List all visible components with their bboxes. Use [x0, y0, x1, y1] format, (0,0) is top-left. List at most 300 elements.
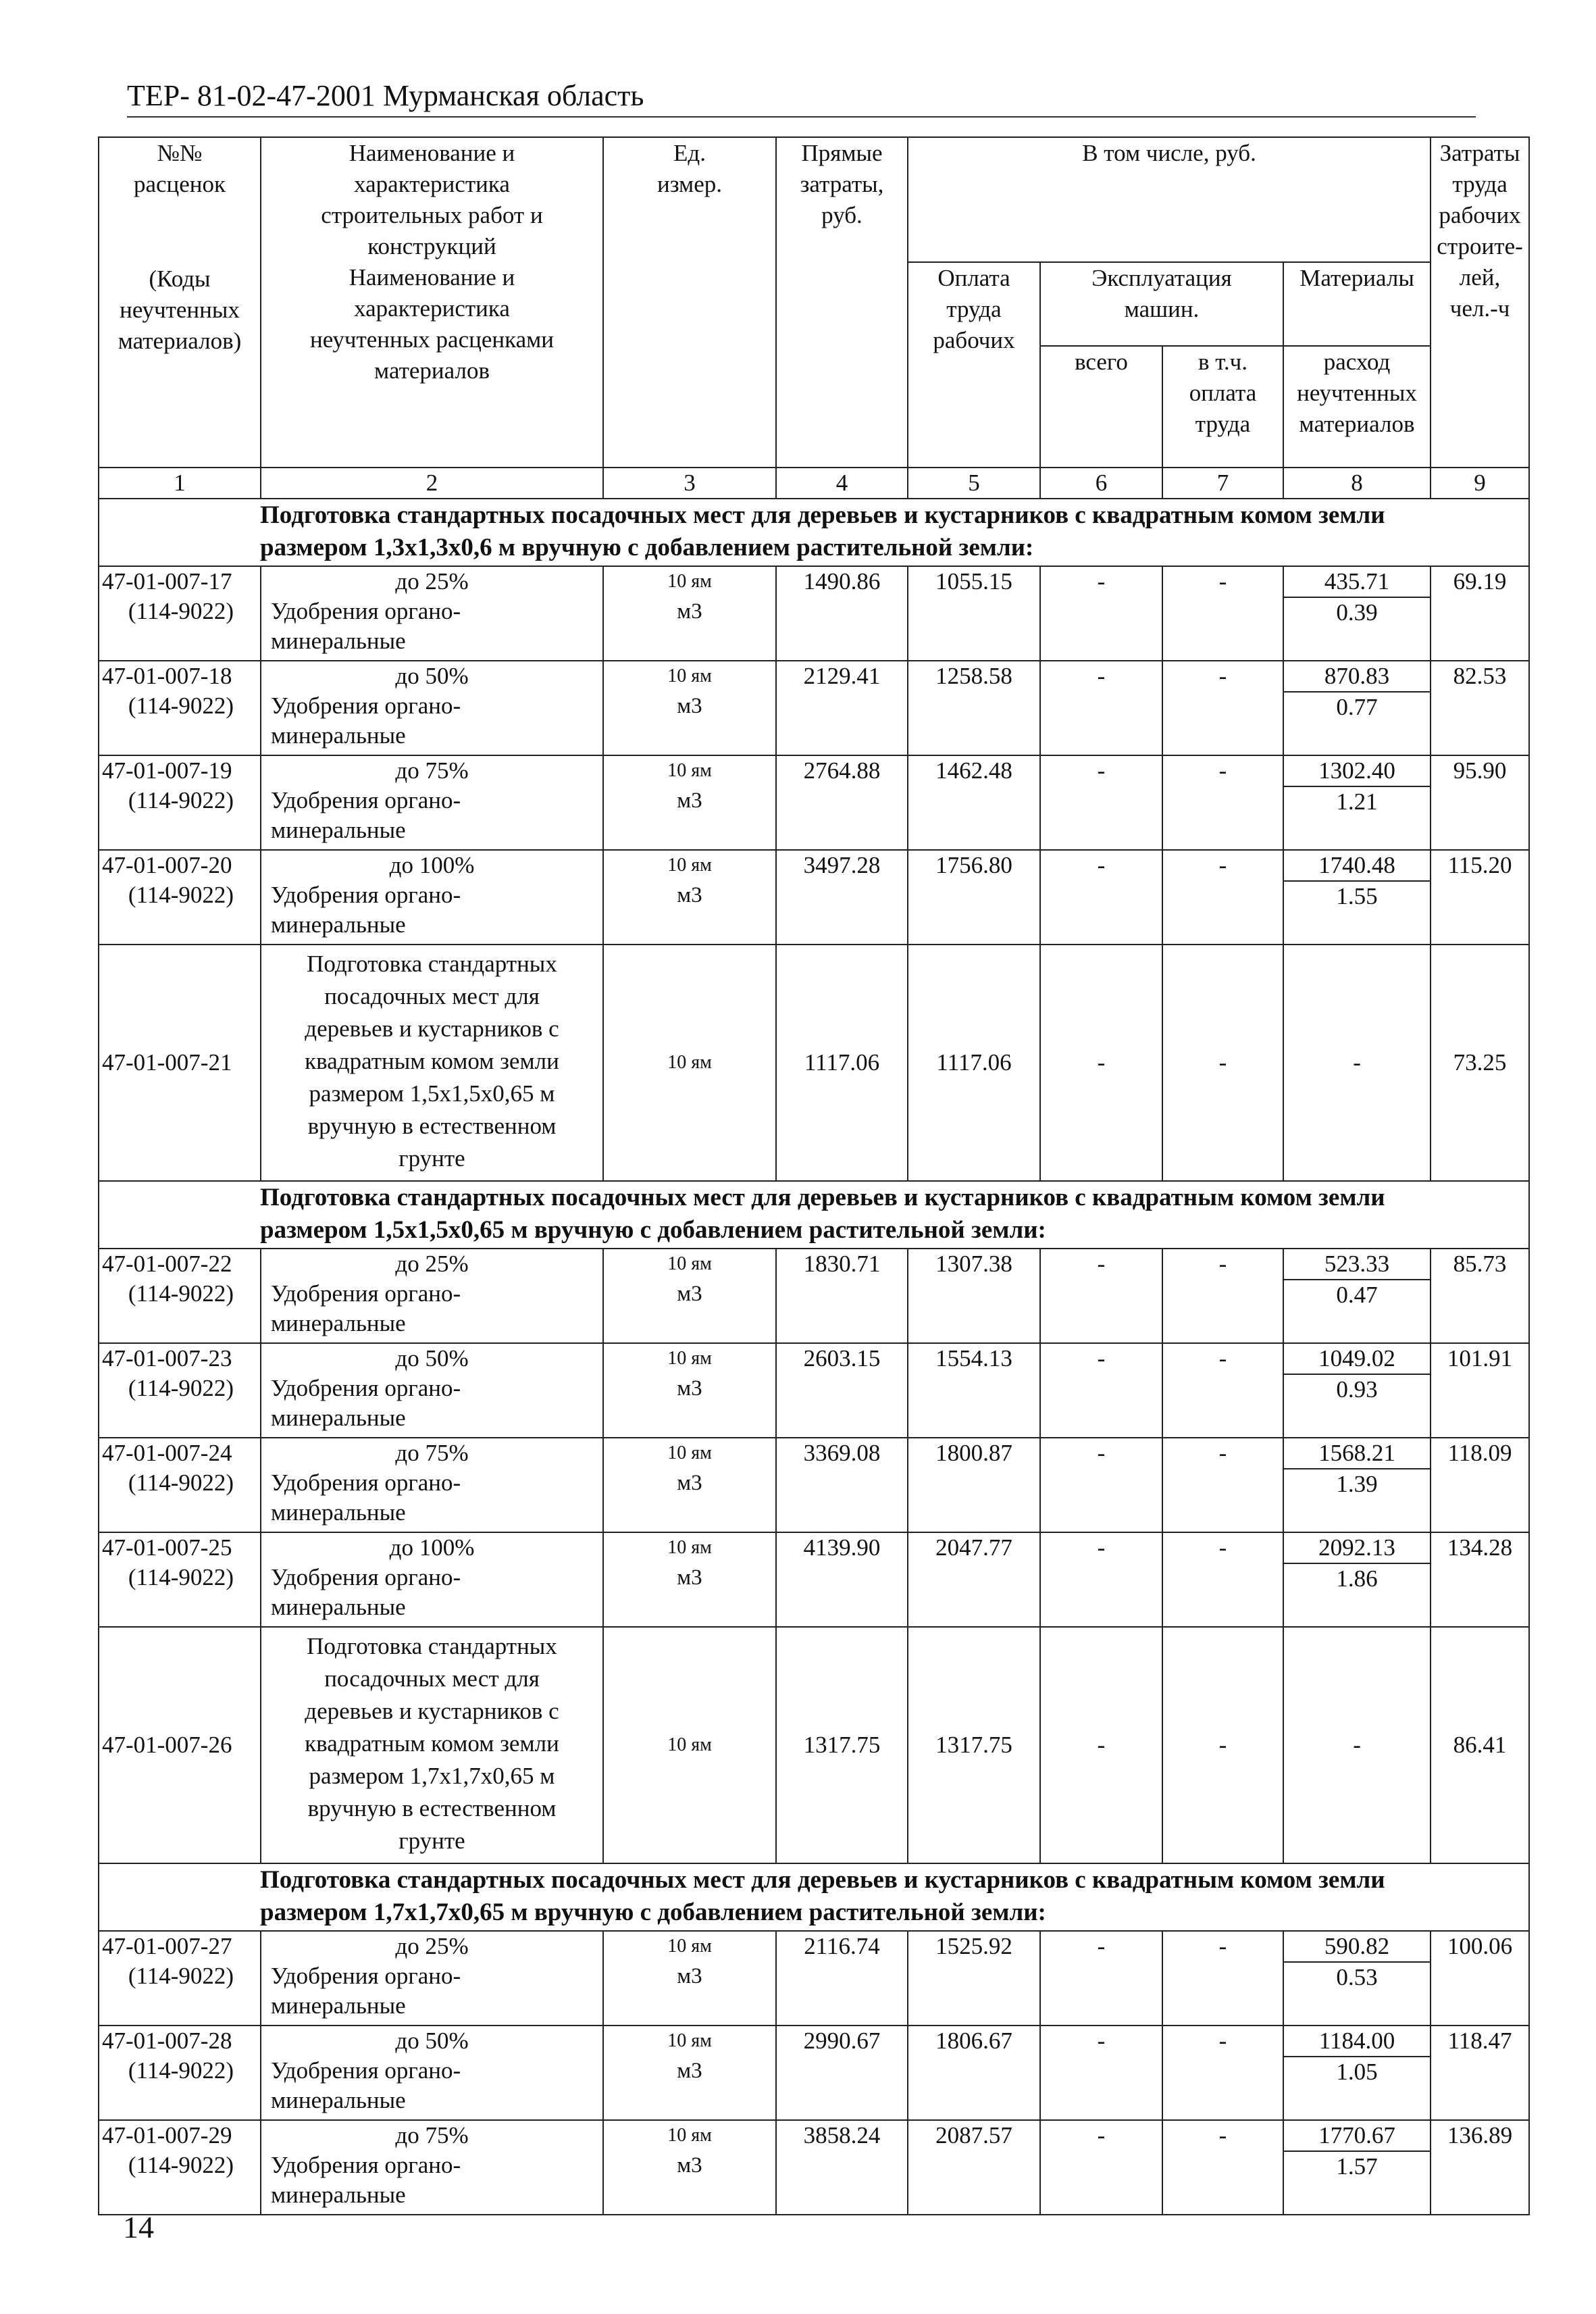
material-name: Удобрения органо- минеральные — [271, 1469, 461, 1526]
labor-cost: 1117.06 — [936, 1049, 1012, 1076]
materials-cost: 2092.13 — [1284, 1533, 1430, 1564]
direct-cost-cell — [776, 850, 908, 945]
column-number: 9 — [1431, 468, 1529, 499]
labor-cost: 1055.15 — [935, 568, 1012, 595]
labor-cost: 1258.58 — [935, 663, 1012, 689]
machine-cost-cell — [1040, 945, 1162, 1181]
col3-unit-header: Ед. измер. — [603, 137, 776, 468]
labor-hours: 82.53 — [1453, 663, 1507, 689]
machine-labor-cell — [1162, 2120, 1283, 2215]
labor-cost: 1307.38 — [935, 1251, 1012, 1277]
labor-hours: 69.19 — [1453, 568, 1507, 595]
column-number: 2 — [261, 468, 603, 499]
col7-machine-labor-header: в т.ч. оплата труда — [1162, 346, 1283, 468]
direct-cost-cell — [776, 1931, 908, 2026]
direct-cost-cell — [776, 2120, 908, 2215]
labor-cost-cell — [908, 945, 1040, 1181]
table-row — [99, 1627, 1529, 1863]
rate-code-cell — [99, 661, 261, 755]
materials-cost: 1302.40 — [1284, 756, 1430, 787]
direct-cost-cell — [776, 1343, 908, 1438]
labor-cost-cell — [908, 1343, 1040, 1438]
column-numbers-row — [99, 468, 1529, 499]
column-number: 4 — [776, 468, 908, 499]
materials-cost: 870.83 — [1284, 661, 1430, 693]
col8-consumption-header: расход неучтенных материалов — [1283, 346, 1431, 468]
direct-cost: 2116.74 — [804, 1933, 880, 1959]
labor-cost-cell — [908, 2120, 1040, 2215]
materials-cell — [1283, 945, 1431, 1181]
rate-code: 47-01-007-20 — [102, 852, 232, 878]
table-row — [99, 945, 1529, 1181]
work-description: Подготовка стандартных посадочных мест для деревьев и кустарников с квадратным комом земли размером 1,5х1,5х0,65 м вручную в естественном грунте — [305, 951, 559, 1172]
labor-hours: 100.06 — [1447, 1933, 1513, 1959]
rate-code-cell — [99, 1931, 261, 2026]
rate-code: 47-01-007-19 — [102, 757, 232, 784]
work-name-cell — [261, 1343, 603, 1438]
materials-cost: - — [1353, 1049, 1361, 1076]
labor-cost: 1525.92 — [935, 1933, 1012, 1959]
rate-code-cell — [99, 755, 261, 850]
direct-cost: 3497.28 — [803, 852, 881, 878]
rate-code-cell — [99, 2120, 261, 2215]
materials-cell — [1283, 2026, 1431, 2120]
section-title-line: Подготовка стандартных посадочных мест для деревьев и кустарников с квадратным комом земли — [260, 1184, 1385, 1211]
material-code: (114-9022) — [128, 787, 234, 813]
machine-labor: - — [1218, 1933, 1227, 1959]
machine-labor-cell — [1162, 1627, 1283, 1863]
labor-hours-cell — [1431, 1249, 1529, 1343]
direct-cost-cell — [776, 1249, 908, 1343]
unit: 10 ям — [667, 1442, 712, 1463]
column-number: 6 — [1040, 468, 1162, 499]
work-name: до 50% — [395, 1345, 469, 1372]
material-code: (114-9022) — [128, 1375, 234, 1401]
col2-top-header: Наименование и характеристика строительных работ и конструкций — [261, 137, 603, 262]
machine-cost: - — [1097, 1933, 1106, 1959]
rate-code: 47-01-007-23 — [102, 1345, 232, 1372]
machine-cost: - — [1097, 1732, 1106, 1758]
section-title — [99, 1181, 1529, 1249]
materials-cost: 1770.67 — [1284, 2121, 1430, 2152]
rate-code: 47-01-007-29 — [102, 2122, 232, 2148]
material-unit: м3 — [677, 1565, 702, 1590]
labor-hours: 101.91 — [1447, 1345, 1513, 1372]
materials-cell — [1283, 1343, 1431, 1438]
material-name: Удобрения органо- минеральные — [271, 2057, 461, 2113]
unit-cell — [603, 755, 776, 850]
work-name: до 75% — [395, 757, 469, 784]
material-quantity: 1.55 — [1336, 883, 1378, 909]
work-name: до 25% — [395, 1933, 469, 1959]
unit-cell — [603, 1931, 776, 2026]
work-name-cell — [261, 1438, 603, 1532]
direct-cost: 3369.08 — [803, 1440, 881, 1466]
labor-cost-cell — [908, 566, 1040, 661]
labor-hours: 118.47 — [1447, 2028, 1512, 2054]
material-code: (114-9022) — [128, 2057, 234, 2084]
col1-bottom-header: (Коды неучтенных материалов) — [99, 262, 261, 468]
column-number: 5 — [908, 468, 1040, 499]
materials-cost: 590.82 — [1284, 1932, 1430, 1963]
labor-hours-cell — [1431, 1931, 1529, 2026]
material-name: Удобрения органо- минеральные — [271, 693, 461, 749]
machine-labor-cell — [1162, 1532, 1283, 1627]
unit: 10 ям — [667, 1253, 712, 1274]
material-name: Удобрения органо- минеральные — [271, 2152, 461, 2208]
material-code: (114-9022) — [128, 598, 234, 624]
machine-cost: - — [1097, 2028, 1106, 2054]
col5-labor-header: Оплата труда рабочих — [908, 262, 1040, 468]
material-code: (114-9022) — [128, 882, 234, 908]
labor-hours-cell — [1431, 850, 1529, 945]
labor-hours: 95.90 — [1453, 757, 1507, 784]
unit: 10 ям — [667, 1936, 712, 1957]
machine-cost: - — [1097, 1534, 1106, 1561]
direct-cost-cell — [776, 1438, 908, 1532]
column-number: 7 — [1162, 468, 1283, 499]
machine-labor: - — [1218, 1732, 1227, 1758]
unit-cell — [603, 1343, 776, 1438]
labor-hours-cell — [1431, 755, 1529, 850]
machine-labor-cell — [1162, 661, 1283, 755]
direct-cost: 2764.88 — [803, 757, 881, 784]
materials-cost: 435.71 — [1284, 567, 1430, 598]
work-name: до 75% — [395, 1440, 469, 1466]
labor-hours: 86.41 — [1453, 1732, 1507, 1758]
materials-cell — [1283, 2120, 1431, 2215]
labor-hours: 134.28 — [1447, 1534, 1513, 1561]
rate-code-cell — [99, 850, 261, 945]
section-heading-row — [99, 499, 1529, 566]
machine-labor: - — [1218, 757, 1227, 784]
work-name-cell — [261, 1249, 603, 1343]
machine-labor-cell — [1162, 1931, 1283, 2026]
labor-cost: 1800.87 — [935, 1440, 1012, 1466]
rate-code: 47-01-007-25 — [102, 1534, 232, 1561]
col9-hours-header: Затраты труда рабочих строите- лей, чел.-ч — [1431, 137, 1529, 468]
material-quantity: 0.53 — [1336, 1964, 1378, 1990]
labor-hours-cell — [1431, 2120, 1529, 2215]
machine-labor: - — [1218, 2122, 1227, 2148]
labor-cost: 1806.67 — [935, 2028, 1012, 2054]
table-row — [99, 1438, 1529, 1532]
machine-cost-cell — [1040, 755, 1162, 850]
labor-cost-cell — [908, 1532, 1040, 1627]
material-name: Удобрения органо- минеральные — [271, 882, 461, 938]
machine-labor: - — [1218, 1251, 1227, 1277]
material-unit: м3 — [677, 1471, 702, 1495]
labor-hours-cell — [1431, 1438, 1529, 1532]
labor-cost: 1317.75 — [935, 1732, 1012, 1758]
direct-cost-cell — [776, 1532, 908, 1627]
section-heading-row — [99, 1181, 1529, 1249]
labor-cost-cell — [908, 1931, 1040, 2026]
col67-machine-header: Эксплуатация машин. — [1040, 262, 1283, 346]
page-number: 14 — [123, 2210, 154, 2244]
labor-cost: 1462.48 — [935, 757, 1012, 784]
labor-cost-cell — [908, 1627, 1040, 1863]
machine-cost: - — [1097, 1251, 1106, 1277]
work-name: до 75% — [395, 2122, 469, 2148]
rate-code-cell — [99, 1627, 261, 1863]
work-description-cell — [261, 1627, 603, 1863]
column-number: 1 — [99, 468, 261, 499]
table-row — [99, 2026, 1529, 2120]
unit-cell — [603, 1438, 776, 1532]
work-name-cell — [261, 850, 603, 945]
labor-hours: 85.73 — [1453, 1251, 1507, 1277]
material-name: Удобрения органо- минеральные — [271, 1280, 461, 1336]
work-name-cell — [261, 2026, 603, 2120]
machine-labor-cell — [1162, 1343, 1283, 1438]
machine-cost-cell — [1040, 2120, 1162, 2215]
materials-cell — [1283, 1438, 1431, 1532]
materials-cell — [1283, 661, 1431, 755]
labor-hours-cell — [1431, 566, 1529, 661]
materials-cost: 1568.21 — [1284, 1438, 1430, 1469]
machine-cost: - — [1097, 568, 1106, 595]
direct-cost: 1317.75 — [803, 1732, 881, 1758]
labor-hours-cell — [1431, 945, 1529, 1181]
materials-cost: 1184.00 — [1284, 2026, 1430, 2057]
rates-table-container — [98, 136, 1528, 2208]
unit-cell — [603, 1627, 776, 1863]
labor-cost-cell — [908, 850, 1040, 945]
unit: 10 ям — [667, 760, 712, 781]
materials-cost: - — [1353, 1732, 1361, 1758]
work-name-cell — [261, 1532, 603, 1627]
material-name: Удобрения органо- минеральные — [271, 1375, 461, 1431]
material-name: Удобрения органо- минеральные — [271, 787, 461, 843]
material-quantity: 0.77 — [1336, 694, 1378, 720]
table-row — [99, 661, 1529, 755]
table-row — [99, 566, 1529, 661]
unit: 10 ям — [667, 1537, 712, 1558]
table-row — [99, 2120, 1529, 2215]
section-title-line: Подготовка стандартных посадочных мест для деревьев и кустарников с квадратным комом земли — [260, 501, 1385, 529]
direct-cost-cell — [776, 2026, 908, 2120]
machine-labor: - — [1218, 852, 1227, 878]
labor-cost-cell — [908, 1438, 1040, 1532]
work-description: Подготовка стандартных посадочных мест для деревьев и кустарников с квадратным комом земли размером 1,7х1,7х0,65 м вручную в естественном грунте — [305, 1633, 559, 1854]
group-header: В том числе, руб. — [908, 137, 1431, 262]
direct-cost: 4139.90 — [803, 1534, 881, 1561]
machine-cost: - — [1097, 2122, 1106, 2148]
unit-cell — [603, 850, 776, 945]
material-unit: м3 — [677, 1282, 702, 1306]
material-code: (114-9022) — [128, 1469, 234, 1496]
machine-cost-cell — [1040, 1931, 1162, 2026]
rate-code: 47-01-007-22 — [102, 1251, 232, 1277]
labor-hours: 136.89 — [1447, 2122, 1513, 2148]
material-code: (114-9022) — [128, 1280, 234, 1307]
labor-hours-cell — [1431, 661, 1529, 755]
direct-cost-cell — [776, 945, 908, 1181]
machine-cost-cell — [1040, 2026, 1162, 2120]
work-name: до 50% — [395, 2028, 469, 2054]
col4-direct-header: Прямые затраты, руб. — [776, 137, 908, 468]
labor-hours: 118.09 — [1447, 1440, 1512, 1466]
section-title-line: Подготовка стандартных посадочных мест для деревьев и кустарников с квадратным комом земли — [260, 1866, 1385, 1894]
direct-cost: 2129.41 — [803, 663, 881, 689]
machine-cost-cell — [1040, 661, 1162, 755]
unit: 10 ям — [667, 665, 712, 686]
unit-cell — [603, 1249, 776, 1343]
work-name: до 25% — [395, 1251, 469, 1277]
material-quantity: 1.57 — [1336, 2153, 1378, 2180]
direct-cost-cell — [776, 661, 908, 755]
machine-cost: - — [1097, 852, 1106, 878]
materials-cost: 1740.48 — [1284, 851, 1430, 882]
material-name: Удобрения органо- минеральные — [271, 1564, 461, 1620]
machine-labor: - — [1218, 1345, 1227, 1372]
material-unit: м3 — [677, 599, 702, 624]
labor-cost-cell — [908, 755, 1040, 850]
unit: 10 ям — [667, 855, 712, 876]
work-description-cell — [261, 945, 603, 1181]
work-name-cell — [261, 2120, 603, 2215]
materials-cell — [1283, 1627, 1431, 1863]
table-row — [99, 1343, 1529, 1438]
material-code: (114-9022) — [128, 693, 234, 719]
labor-cost: 2087.57 — [935, 2122, 1012, 2148]
work-name: до 25% — [395, 568, 469, 595]
labor-cost: 1756.80 — [935, 852, 1012, 878]
machine-labor: - — [1218, 568, 1227, 595]
unit-cell — [603, 2026, 776, 2120]
rate-code-cell — [99, 2026, 261, 2120]
material-unit: м3 — [677, 788, 702, 813]
machine-labor: - — [1218, 1534, 1227, 1561]
machine-cost-cell — [1040, 1532, 1162, 1627]
unit: 10 ям — [667, 1348, 712, 1369]
rate-code-cell — [99, 945, 261, 1181]
col1-top-header: №№ расценок — [99, 137, 261, 262]
unit: 10 ям — [667, 1052, 712, 1073]
direct-cost: 1117.06 — [804, 1049, 880, 1076]
table-head — [99, 137, 1529, 499]
machine-cost-cell — [1040, 850, 1162, 945]
unit-cell — [603, 661, 776, 755]
material-unit: м3 — [677, 2059, 702, 2083]
machine-cost-cell — [1040, 1438, 1162, 1532]
column-number: 3 — [603, 468, 776, 499]
labor-cost-cell — [908, 661, 1040, 755]
materials-cell — [1283, 1931, 1431, 2026]
labor-cost-cell — [908, 1249, 1040, 1343]
material-quantity: 1.05 — [1336, 2059, 1378, 2085]
machine-labor: - — [1218, 2028, 1227, 2054]
unit: 10 ям — [667, 1734, 712, 1755]
material-unit: м3 — [677, 2153, 702, 2178]
rate-code: 47-01-007-28 — [102, 2028, 232, 2054]
section-title-line: размером 1,3х1,3х0,6 м вручную с добавлением растительной земли: — [260, 534, 1034, 561]
labor-cost: 1554.13 — [935, 1345, 1012, 1372]
rate-code: 47-01-007-17 — [102, 568, 232, 595]
machine-cost: - — [1097, 1345, 1106, 1372]
table-body — [99, 499, 1529, 2215]
machine-cost-cell — [1040, 566, 1162, 661]
table-row — [99, 1931, 1529, 2026]
material-code: (114-9022) — [128, 1564, 234, 1590]
work-name-cell — [261, 755, 603, 850]
material-quantity: 0.39 — [1336, 599, 1378, 626]
section-title-line: размером 1,7х1,7х0,65 м вручную с добавлением растительной земли: — [260, 1898, 1046, 1926]
work-name-cell — [261, 566, 603, 661]
col8-materials-header: Материалы — [1283, 262, 1431, 346]
machine-labor: - — [1218, 1440, 1227, 1466]
rate-code-cell — [99, 1532, 261, 1627]
machine-cost-cell — [1040, 1249, 1162, 1343]
direct-cost-cell — [776, 755, 908, 850]
table-row — [99, 1532, 1529, 1627]
labor-cost: 2047.77 — [935, 1534, 1012, 1561]
machine-cost-cell — [1040, 1627, 1162, 1863]
direct-cost-cell — [776, 1627, 908, 1863]
material-name: Удобрения органо- минеральные — [271, 598, 461, 654]
material-quantity: 0.47 — [1336, 1282, 1378, 1308]
col2-bottom-header: Наименование и характеристика неучтенных расценками материалов — [261, 262, 603, 468]
labor-hours: 73.25 — [1453, 1049, 1507, 1076]
materials-cost: 523.33 — [1284, 1249, 1430, 1280]
rate-code: 47-01-007-21 — [102, 1049, 232, 1076]
direct-cost: 2603.15 — [803, 1345, 881, 1372]
rate-code: 47-01-007-26 — [102, 1732, 232, 1758]
rate-code-cell — [99, 1438, 261, 1532]
section-title — [99, 499, 1529, 566]
direct-cost-cell — [776, 566, 908, 661]
material-unit: м3 — [677, 1376, 702, 1401]
materials-cell — [1283, 755, 1431, 850]
rate-code-cell — [99, 566, 261, 661]
material-unit: м3 — [677, 1964, 702, 1988]
column-number: 8 — [1283, 468, 1431, 499]
material-quantity: 1.39 — [1336, 1471, 1378, 1497]
material-name: Удобрения органо- минеральные — [271, 1963, 461, 2019]
unit: 10 ям — [667, 571, 712, 592]
section-heading-row — [99, 1863, 1529, 1931]
labor-hours-cell — [1431, 1343, 1529, 1438]
material-quantity: 1.86 — [1336, 1565, 1378, 1592]
machine-labor-cell — [1162, 2026, 1283, 2120]
machine-labor-cell — [1162, 1438, 1283, 1532]
material-unit: м3 — [677, 883, 702, 907]
rate-code: 47-01-007-24 — [102, 1440, 232, 1466]
machine-cost: - — [1097, 757, 1106, 784]
labor-cost-cell — [908, 2026, 1040, 2120]
materials-cost: 1049.02 — [1284, 1344, 1430, 1375]
unit-cell — [603, 945, 776, 1181]
rates-table — [98, 136, 1530, 2215]
section-title — [99, 1863, 1529, 1931]
machine-labor-cell — [1162, 850, 1283, 945]
rate-code-cell — [99, 1343, 261, 1438]
machine-labor-cell — [1162, 755, 1283, 850]
material-unit: м3 — [677, 694, 702, 718]
unit: 10 ям — [667, 2030, 712, 2051]
unit-cell — [603, 1532, 776, 1627]
rate-code: 47-01-007-18 — [102, 663, 232, 689]
materials-cell — [1283, 850, 1431, 945]
unit-cell — [603, 566, 776, 661]
labor-hours-cell — [1431, 2026, 1529, 2120]
material-quantity: 0.93 — [1336, 1376, 1378, 1403]
machine-labor-cell — [1162, 1249, 1283, 1343]
page-header: ТЕР- 81-02-47-2001 Мурманская область — [127, 76, 1476, 118]
machine-cost-cell — [1040, 1343, 1162, 1438]
unit-cell — [603, 2120, 776, 2215]
